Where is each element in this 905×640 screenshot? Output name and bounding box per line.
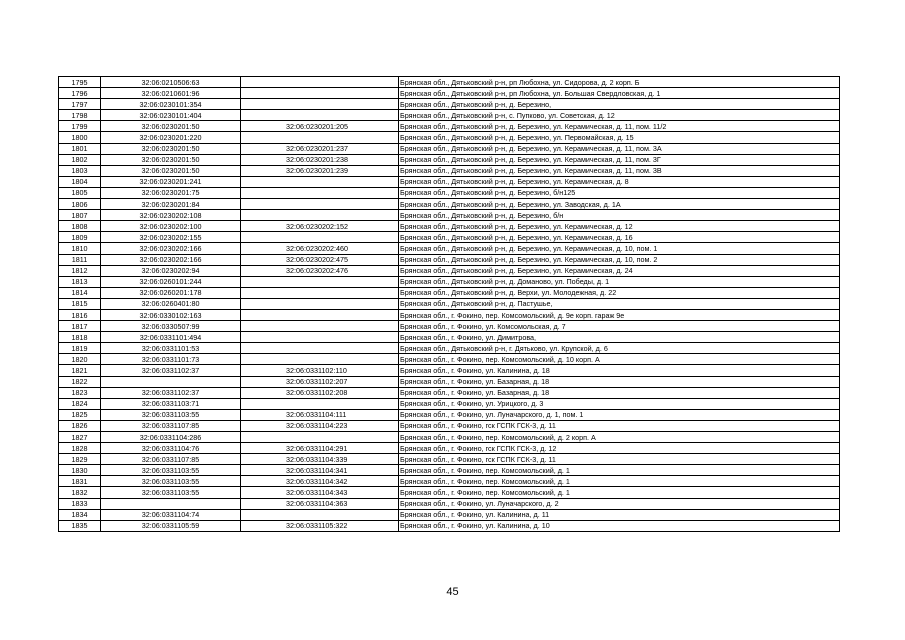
- object-cadastral-number-cell: 32:06:0230202:476: [241, 265, 399, 276]
- address-cell: Брянская обл., г. Фокино, пер. Комсомольский, д. 1: [399, 465, 840, 476]
- address-cell: Брянская обл., Дятьковский р-н, д. Березино, б/н125: [399, 187, 840, 198]
- table-row: [59, 199, 840, 210]
- address-cell: Брянская обл., Дятьковский р-н, д. Верхи, ул. Молодежная, д. 22: [399, 287, 840, 298]
- table-row: [59, 321, 840, 332]
- cadastral-number-cell: 32:06:0331104:74: [101, 509, 241, 520]
- row-number-cell: 1808: [59, 221, 101, 232]
- address-cell: Брянская обл., Дятьковский р-н, д. Березино, ул. Керамическая, д. 16: [399, 232, 840, 243]
- address-cell: Брянская обл., Дятьковский р-н, д. Березино, б/н: [399, 210, 840, 221]
- table-row: [59, 465, 840, 476]
- row-number-cell: 1829: [59, 454, 101, 465]
- object-cadastral-number-cell: [241, 509, 399, 520]
- table-row: [59, 121, 840, 132]
- cadastral-number-cell: 32:06:0230202:166: [101, 243, 241, 254]
- cadastral-number-cell: 32:06:0330102:163: [101, 309, 241, 320]
- cadastral-number-cell: 32:06:0331103:55: [101, 465, 241, 476]
- table-row: [59, 110, 840, 121]
- row-number-cell: 1826: [59, 420, 101, 431]
- table-row: [59, 498, 840, 509]
- address-cell: Брянская обл., г. Фокино, гск ГСПК ГСК-3, д. 12: [399, 443, 840, 454]
- row-number-cell: 1810: [59, 243, 101, 254]
- row-number-cell: 1815: [59, 298, 101, 309]
- object-cadastral-number-cell: [241, 199, 399, 210]
- object-cadastral-number-cell: 32:06:0331104:223: [241, 420, 399, 431]
- cadastral-number-cell: 32:06:0230202:108: [101, 210, 241, 221]
- table-row: [59, 298, 840, 309]
- object-cadastral-number-cell: 32:06:0331102:208: [241, 387, 399, 398]
- address-cell: Брянская обл., Дятьковский р-н, д. Березино, ул. Керамическая, д. 12: [399, 221, 840, 232]
- cadastral-number-cell: 32:06:0331101:73: [101, 354, 241, 365]
- cadastral-number-cell: 32:06:0230201:50: [101, 165, 241, 176]
- table-row: [59, 432, 840, 443]
- address-cell: Брянская обл., г. Фокино, гск ГСПК ГСК-3, д. 11: [399, 420, 840, 431]
- cadastral-number-cell: 32:06:0331102:37: [101, 365, 241, 376]
- address-cell: Брянская обл., г. Фокино, ул. Базарная, д. 18: [399, 387, 840, 398]
- row-number-cell: 1821: [59, 365, 101, 376]
- records-table: [58, 76, 840, 532]
- cadastral-number-cell: 32:06:0230201:220: [101, 132, 241, 143]
- row-number-cell: 1822: [59, 376, 101, 387]
- row-number-cell: 1813: [59, 276, 101, 287]
- cadastral-number-cell: 32:06:0230202:94: [101, 265, 241, 276]
- row-number-cell: 1833: [59, 498, 101, 509]
- table-row: [59, 454, 840, 465]
- object-cadastral-number-cell: [241, 176, 399, 187]
- object-cadastral-number-cell: [241, 210, 399, 221]
- row-number-cell: 1804: [59, 176, 101, 187]
- object-cadastral-number-cell: [241, 77, 399, 88]
- address-cell: Брянская обл., Дятьковский р-н, рп Любохна, ул. Большая Свердловская, д. 1: [399, 88, 840, 99]
- table-row: [59, 476, 840, 487]
- cadastral-number-cell: 32:06:0331107:85: [101, 420, 241, 431]
- table-row: [59, 154, 840, 165]
- address-cell: Брянская обл., г. Фокино, пер. Комсомольский, д. 1: [399, 487, 840, 498]
- object-cadastral-number-cell: 32:06:0230201:239: [241, 165, 399, 176]
- cadastral-number-cell: 32:06:0230202:100: [101, 221, 241, 232]
- table-row: [59, 221, 840, 232]
- row-number-cell: 1820: [59, 354, 101, 365]
- address-cell: Брянская обл., г. Фокино, ул. Луначарского, д. 1, пом. 1: [399, 409, 840, 420]
- object-cadastral-number-cell: [241, 287, 399, 298]
- address-cell: Брянская обл., г. Фокино, ул. Димитрова,: [399, 332, 840, 343]
- cadastral-number-cell: 32:06:0230101:354: [101, 99, 241, 110]
- address-cell: Брянская обл., Дятьковский р-н, г. Дятьково, ул. Крупской, д. 6: [399, 343, 840, 354]
- address-cell: Брянская обл., Дятьковский р-н, д. Березино, ул. Керамическая, д. 11, пом. 3А: [399, 143, 840, 154]
- cadastral-number-cell: 32:06:0230202:166: [101, 254, 241, 265]
- cadastral-number-cell: 32:06:0230201:75: [101, 187, 241, 198]
- object-cadastral-number-cell: 32:06:0331104:291: [241, 443, 399, 454]
- cadastral-number-cell: 32:06:0331103:55: [101, 476, 241, 487]
- object-cadastral-number-cell: 32:06:0331104:339: [241, 454, 399, 465]
- row-number-cell: 1816: [59, 309, 101, 320]
- table-row: [59, 343, 840, 354]
- table-row: [59, 365, 840, 376]
- row-number-cell: 1812: [59, 265, 101, 276]
- row-number-cell: 1801: [59, 143, 101, 154]
- row-number-cell: 1825: [59, 409, 101, 420]
- row-number-cell: 1811: [59, 254, 101, 265]
- table-row: [59, 376, 840, 387]
- table-row: [59, 210, 840, 221]
- table-row: [59, 387, 840, 398]
- row-number-cell: 1795: [59, 77, 101, 88]
- row-number-cell: 1800: [59, 132, 101, 143]
- row-number-cell: 1824: [59, 398, 101, 409]
- row-number-cell: 1835: [59, 520, 101, 531]
- table-row: [59, 276, 840, 287]
- object-cadastral-number-cell: [241, 88, 399, 99]
- table-row: [59, 354, 840, 365]
- object-cadastral-number-cell: 32:06:0331104:363: [241, 498, 399, 509]
- cadastral-number-cell: 32:06:0230201:84: [101, 199, 241, 210]
- cadastral-number-cell: 32:06:0331101:494: [101, 332, 241, 343]
- object-cadastral-number-cell: 32:06:0230202:152: [241, 221, 399, 232]
- address-cell: Брянская обл., Дятьковский р-н, д. Березино, ул. Керамическая, д. 11, пом. 3Г: [399, 154, 840, 165]
- address-cell: Брянская обл., Дятьковский р-н, рп Любохна, ул. Сидорова, д. 2 корп. Б: [399, 77, 840, 88]
- table-row: [59, 287, 840, 298]
- table-row: [59, 398, 840, 409]
- row-number-cell: 1807: [59, 210, 101, 221]
- page-number: 45: [446, 586, 459, 598]
- address-cell: Брянская обл., Дятьковский р-н, д. Березино, ул. Керамическая, д. 10, пом. 1: [399, 243, 840, 254]
- object-cadastral-number-cell: [241, 187, 399, 198]
- row-number-cell: 1799: [59, 121, 101, 132]
- cadastral-number-cell: [101, 376, 241, 387]
- object-cadastral-number-cell: 32:06:0230201:237: [241, 143, 399, 154]
- cadastral-number-cell: 32:06:0331107:85: [101, 454, 241, 465]
- address-cell: Брянская обл., Дятьковский р-н, д. Пастушье,: [399, 298, 840, 309]
- address-cell: Брянская обл., Дятьковский р-н, д. Березино, ул. Заводская, д. 1А: [399, 199, 840, 210]
- table-row: [59, 309, 840, 320]
- address-cell: Брянская обл., Дятьковский р-н, д. Березино, ул. Керамическая, д. 11, пом. 3В: [399, 165, 840, 176]
- cadastral-number-cell: 32:06:0230202:155: [101, 232, 241, 243]
- cadastral-number-cell: 32:06:0230201:50: [101, 154, 241, 165]
- object-cadastral-number-cell: [241, 309, 399, 320]
- object-cadastral-number-cell: [241, 354, 399, 365]
- address-cell: Брянская обл., г. Фокино, ул. Урицкого, д. 3: [399, 398, 840, 409]
- object-cadastral-number-cell: [241, 132, 399, 143]
- object-cadastral-number-cell: 32:06:0331102:207: [241, 376, 399, 387]
- table-row: [59, 232, 840, 243]
- object-cadastral-number-cell: 32:06:0331104:343: [241, 487, 399, 498]
- cadastral-number-cell: 32:06:0230101:404: [101, 110, 241, 121]
- row-number-cell: 1796: [59, 88, 101, 99]
- address-cell: Брянская обл., г. Фокино, пер. Комсомольский, д. 10 корп. А: [399, 354, 840, 365]
- row-number-cell: 1818: [59, 332, 101, 343]
- address-cell: Брянская обл., г. Фокино, пер. Комсомольский, д. 1: [399, 476, 840, 487]
- cadastral-number-cell: 32:06:0331103:55: [101, 409, 241, 420]
- address-cell: Брянская обл., Дятьковский р-н, д. Березино, ул. Керамическая, д. 10, пом. 2: [399, 254, 840, 265]
- cadastral-number-cell: 32:06:0331103:55: [101, 487, 241, 498]
- table-row: [59, 509, 840, 520]
- table-row: [59, 487, 840, 498]
- object-cadastral-number-cell: [241, 432, 399, 443]
- table-row: [59, 88, 840, 99]
- row-number-cell: 1819: [59, 343, 101, 354]
- object-cadastral-number-cell: [241, 298, 399, 309]
- table-row: [59, 99, 840, 110]
- row-number-cell: 1823: [59, 387, 101, 398]
- object-cadastral-number-cell: [241, 332, 399, 343]
- row-number-cell: 1805: [59, 187, 101, 198]
- row-number-cell: 1802: [59, 154, 101, 165]
- address-cell: Брянская обл., г. Фокино, гск ГСПК ГСК-3, д. 11: [399, 454, 840, 465]
- cadastral-number-cell: 32:06:0260201:178: [101, 287, 241, 298]
- object-cadastral-number-cell: [241, 276, 399, 287]
- object-cadastral-number-cell: 32:06:0230201:238: [241, 154, 399, 165]
- table-row: [59, 265, 840, 276]
- cadastral-number-cell: 32:06:0331104:76: [101, 443, 241, 454]
- cadastral-number-cell: 32:06:0331101:53: [101, 343, 241, 354]
- address-cell: Брянская обл., Дятьковский р-н, д. Березино, ул. Керамическая, д. 11, пом. 11/2: [399, 121, 840, 132]
- table-row: [59, 409, 840, 420]
- cadastral-number-cell: 32:06:0210601:96: [101, 88, 241, 99]
- cadastral-number-cell: 32:06:0230201:241: [101, 176, 241, 187]
- row-number-cell: 1798: [59, 110, 101, 121]
- object-cadastral-number-cell: 32:06:0331104:111: [241, 409, 399, 420]
- address-cell: Брянская обл., г. Фокино, пер. Комсомольский, д. 9е корп. гараж 9е: [399, 309, 840, 320]
- cadastral-number-cell: [101, 498, 241, 509]
- row-number-cell: 1834: [59, 509, 101, 520]
- row-number-cell: 1831: [59, 476, 101, 487]
- object-cadastral-number-cell: [241, 321, 399, 332]
- address-cell: Брянская обл., Дятьковский р-н, д. Березино, ул. Первомайская, д. 15: [399, 132, 840, 143]
- object-cadastral-number-cell: 32:06:0230202:475: [241, 254, 399, 265]
- table-row: [59, 420, 840, 431]
- table-row: [59, 143, 840, 154]
- cadastral-number-cell: 32:06:0331105:59: [101, 520, 241, 531]
- table-row: [59, 132, 840, 143]
- table-row: [59, 520, 840, 531]
- table-row: [59, 187, 840, 198]
- cadastral-number-cell: 32:06:0330507:99: [101, 321, 241, 332]
- cadastral-number-cell: 32:06:0210506:63: [101, 77, 241, 88]
- object-cadastral-number-cell: 32:06:0331105:322: [241, 520, 399, 531]
- cadastral-number-cell: 32:06:0230201:50: [101, 121, 241, 132]
- cadastral-number-cell: 32:06:0331103:71: [101, 398, 241, 409]
- cadastral-number-cell: 32:06:0260101:244: [101, 276, 241, 287]
- row-number-cell: 1827: [59, 432, 101, 443]
- address-cell: Брянская обл., г. Фокино, ул. Калинина, д. 10: [399, 520, 840, 531]
- address-cell: Брянская обл., г. Фокино, пер. Комсомольский, д. 2 корп. А: [399, 432, 840, 443]
- object-cadastral-number-cell: [241, 110, 399, 121]
- cadastral-number-cell: 32:06:0230201:50: [101, 143, 241, 154]
- object-cadastral-number-cell: 32:06:0331102:110: [241, 365, 399, 376]
- table-row: [59, 443, 840, 454]
- table-row: [59, 243, 840, 254]
- object-cadastral-number-cell: [241, 398, 399, 409]
- row-number-cell: 1806: [59, 199, 101, 210]
- cadastral-number-cell: 32:06:0331104:286: [101, 432, 241, 443]
- object-cadastral-number-cell: [241, 343, 399, 354]
- table-row: [59, 332, 840, 343]
- row-number-cell: 1809: [59, 232, 101, 243]
- row-number-cell: 1830: [59, 465, 101, 476]
- object-cadastral-number-cell: 32:06:0230201:205: [241, 121, 399, 132]
- row-number-cell: 1797: [59, 99, 101, 110]
- object-cadastral-number-cell: [241, 99, 399, 110]
- address-cell: Брянская обл., г. Фокино, ул. Комсомольская, д. 7: [399, 321, 840, 332]
- address-cell: Брянская обл., Дятьковский р-н, д. Березино, ул. Керамическая, д. 24: [399, 265, 840, 276]
- address-cell: Брянская обл., Дятьковский р-н, д. Березино,: [399, 99, 840, 110]
- table-row: [59, 77, 840, 88]
- row-number-cell: 1828: [59, 443, 101, 454]
- object-cadastral-number-cell: 32:06:0331104:342: [241, 476, 399, 487]
- cadastral-number-cell: 32:06:0331102:37: [101, 387, 241, 398]
- object-cadastral-number-cell: [241, 232, 399, 243]
- cadastral-number-cell: 32:06:0260401:80: [101, 298, 241, 309]
- row-number-cell: 1832: [59, 487, 101, 498]
- records-table-body: [59, 77, 840, 532]
- address-cell: Брянская обл., г. Фокино, ул. Калинина, д. 18: [399, 365, 840, 376]
- address-cell: Брянская обл., Дятьковский р-н, с. Пупково, ул. Советская, д. 12: [399, 110, 840, 121]
- object-cadastral-number-cell: 32:06:0230202:460: [241, 243, 399, 254]
- row-number-cell: 1814: [59, 287, 101, 298]
- address-cell: Брянская обл., г. Фокино, ул. Луначарского, д. 2: [399, 498, 840, 509]
- address-cell: Брянская обл., Дятьковский р-н, д. Березино, ул. Керамическая, д. 8: [399, 176, 840, 187]
- object-cadastral-number-cell: 32:06:0331104:341: [241, 465, 399, 476]
- row-number-cell: 1817: [59, 321, 101, 332]
- table-row: [59, 254, 840, 265]
- table-row: [59, 176, 840, 187]
- address-cell: Брянская обл., г. Фокино, ул. Базарная, д. 18: [399, 376, 840, 387]
- address-cell: Брянская обл., г. Фокино, ул. Калинина, д. 11: [399, 509, 840, 520]
- row-number-cell: 1803: [59, 165, 101, 176]
- table-row: [59, 165, 840, 176]
- address-cell: Брянская обл., Дятьковский р-н, д. Доманово, ул. Победы, д. 1: [399, 276, 840, 287]
